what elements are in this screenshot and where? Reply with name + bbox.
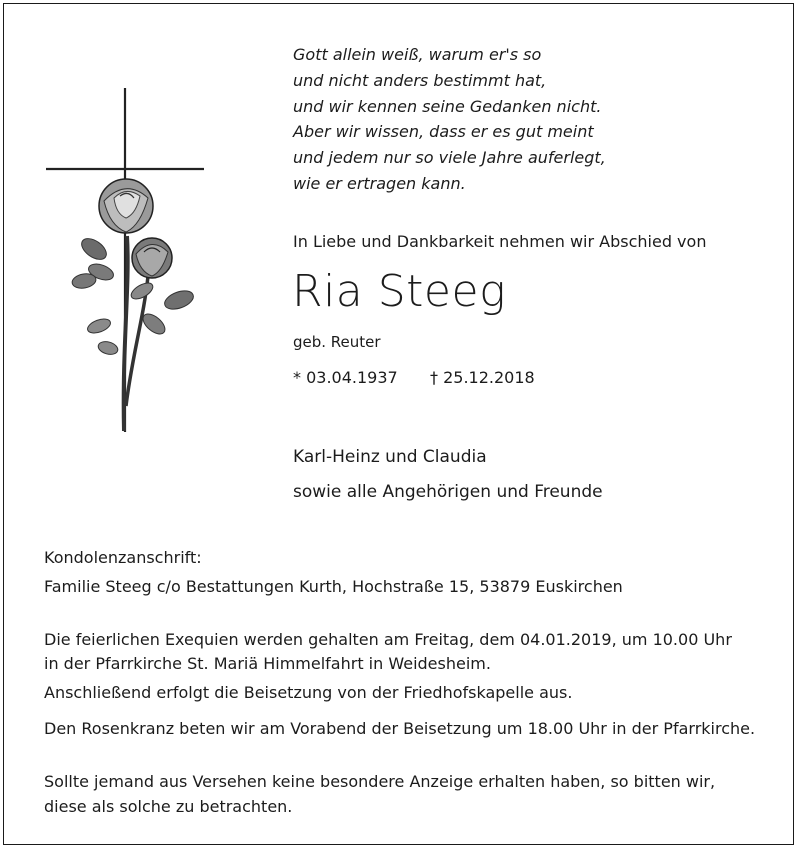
poem-line: und nicht anders bestimmt hat, (293, 70, 547, 90)
service-notice (44, 628, 732, 675)
death-date: † 25.12.2018 (430, 368, 535, 387)
burial-notice: Anschließend erfolgt die Beisetzung von der Friedhofskapelle aus. (44, 683, 573, 702)
closing-note (44, 769, 715, 819)
poem (293, 42, 606, 197)
service-line: Die feierlichen Exequien werden gehalten am Freitag, dem 04.01.2019, um 10.00 Uhr (44, 630, 732, 649)
birth-date: * 03.04.1937 (293, 368, 398, 387)
mourner-line: sowie alle Angehörigen und Freunde (293, 482, 603, 502)
farewell-intro: In Liebe und Dankbarkeit nehmen wir Abschied von (293, 232, 707, 251)
mourner-line: Karl-Heinz und Claudia (293, 447, 487, 467)
poem-line: und jedem nur so viele Jahre auferlegt, (293, 148, 606, 168)
poem-line: und wir kennen seine Gedanken nicht. (293, 96, 602, 116)
cross-with-roses-icon (44, 86, 209, 436)
condolence-address (44, 543, 623, 601)
closing-line: Sollte jemand aus Versehen keine besondere Anzeige erhalten haben, so bitten wir, (44, 772, 716, 791)
poem-line: Aber wir wissen, dass er es gut meint (293, 122, 594, 142)
deceased-name: Ria Steeg (292, 266, 506, 317)
poem-line: wie er ertragen kann. (293, 173, 466, 193)
mourners (293, 440, 603, 510)
condolence-address-text: Familie Steeg c/o Bestattungen Kurth, Hochstraße 15, 53879 Euskirchen (44, 577, 623, 596)
maiden-name: geb. Reuter (293, 333, 381, 351)
poem-line: Gott allein weiß, warum er's so (293, 45, 542, 64)
service-line: in der Pfarrkirche St. Mariä Himmelfahrt in Weidesheim. (44, 653, 491, 673)
condolence-label: Kondolenzanschrift: (44, 548, 202, 567)
closing-line: diese als solche zu betrachten. (44, 797, 293, 816)
rosary-notice: Den Rosenkranz beten wir am Vorabend der Beisetzung um 18.00 Uhr in der Pfarrkirche. (44, 719, 756, 738)
